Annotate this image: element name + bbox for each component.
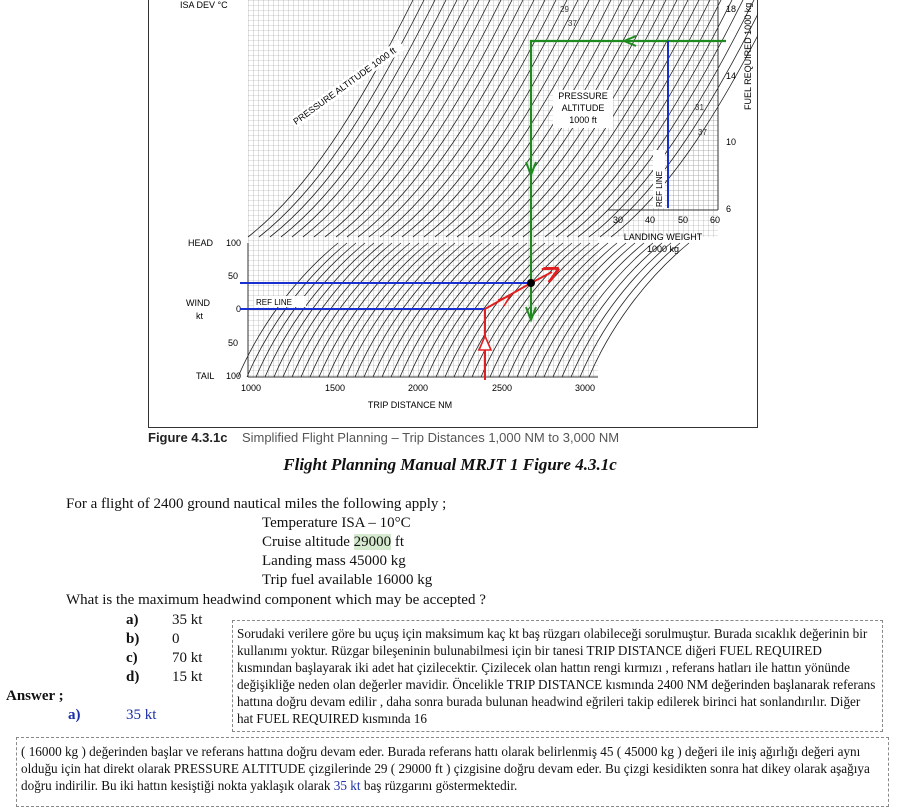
answer-letter: a): [68, 707, 81, 723]
wind-unit: kt: [196, 311, 204, 321]
alt-curve-label-37a: 37: [568, 19, 577, 28]
fuel-tick-6: 6: [726, 204, 732, 214]
condition-altitude: Cruise altitude 29000 ft: [262, 534, 405, 550]
question-prompt: What is the maximum headwind component which may be accepted ?: [66, 592, 486, 608]
explanation-box-2: [16, 737, 889, 807]
lw-tick-30: 30: [612, 215, 624, 225]
wind-tick-0: 0: [236, 304, 242, 314]
ref-line-label-wind: REF LINE: [256, 298, 293, 307]
lw-tick-60: 60: [709, 215, 721, 225]
fuel-tick-14: 14: [726, 71, 737, 81]
answer-label: Answer ;: [6, 688, 64, 704]
alt-curve-label-31: 31: [695, 103, 704, 112]
wind-tick-tail-50: 50: [228, 338, 239, 348]
head-label: HEAD: [188, 238, 214, 248]
wind-tick-head-50: 50: [228, 271, 239, 281]
option-b-letter: b): [126, 631, 140, 647]
fuel-tick-18: 18: [726, 4, 737, 14]
option-b-value: 0: [172, 631, 180, 647]
wind-tick-head-100: 100: [226, 238, 242, 248]
explanation-box-2-text: ( 16000 kg ) değerinden başlar ve referans hattına doğru devam eder. Burada referans hattı olarak belirlenmiş 45 ( 45000 kg ) değeri ile iniş ağırlığı değeri aynı olduğu için hat direkt olarak PRESSURE ALTITUDE çizgilerinde 29 ( 29000 ft ) çizgisine doğru devam eder. Bu çizgi kesidikten sonra hat dikey olarak aşağıya doğru indirilir. Bu iki hattın kesiştiği nokta yaklaşık olarak: [21, 744, 870, 793]
answer-value: 35 kt: [126, 707, 157, 723]
alt-curve-label-29: 29: [560, 5, 569, 14]
pa-box-line2: ALTITUDE: [561, 103, 605, 113]
trip-distance-axis-label: TRIP DISTANCE NM: [367, 400, 453, 410]
condition-temperature: Temperature ISA – 10°C: [262, 515, 411, 531]
landing-weight-label: LANDING WEIGHT: [623, 232, 703, 242]
figure-caption-text: Simplified Flight Planning – Trip Distances 1,000 NM to 3,000 NM: [241, 430, 620, 445]
landing-weight-unit: 1000 kg: [646, 244, 680, 254]
pa-box-line3: 1000 ft: [569, 115, 597, 125]
fuel-tick-10: 10: [726, 137, 737, 147]
manual-title: Flight Planning Manual MRJT 1 Figure 4.3.1c: [283, 455, 617, 474]
option-d-letter: d): [126, 669, 140, 685]
explanation-answer-value: 35 kt: [333, 778, 361, 793]
pa-box-line1: PRESSURE: [558, 91, 608, 101]
alt-curve-label-37b: 37: [698, 128, 707, 137]
option-c-value: 70 kt: [172, 650, 203, 666]
svg-text:PRESSURE ALTITUDE 1000 ft: PRESSURE ALTITUDE 1000 ft: [291, 45, 398, 127]
lw-tick-40: 40: [644, 215, 656, 225]
option-a-letter: a): [126, 612, 139, 628]
question-intro: For a flight of 2400 ground nautical miles the following apply ;: [66, 496, 447, 512]
flight-planning-chart: [148, 0, 758, 428]
option-a-value: 35 kt: [172, 612, 203, 628]
fuel-required-axis-label: FUEL REQUIRED 1000 kg: [743, 2, 753, 110]
wind-tick-tail-100: 100: [226, 371, 242, 381]
option-d-value: 15 kt: [172, 669, 203, 685]
condition-mass: Landing mass 45000 kg: [262, 553, 406, 569]
explanation-box-2-tail: baş rüzgarını göstermektedir.: [360, 778, 518, 793]
explanation-box-1: Sorudaki verilere göre bu uçuş için maksimum kaç kt baş rüzgarı olabileceği sorulmuştur. Burada sıcaklık değerinin bir kullanımı yoktur. Rüzgar bileşeninin bulunabilmesi için bir tanesi TRIP DISTANCE diğeri FUEL REQUIRED kısmından başlayarak iki adet hat çizilecektir. Çizilecek olan hattın rengi kırmızı , referans hatları ile hattın yönünde değişikliğe neden olan değerler mavidir. Öncelikle TRIP DISTANCE kısmında 2400 NM değerinden başlanarak referans hattına doğru devam edilir , daha sonra burada bulunan headwind eğrileri takip edilerek birinci hat sonlandırılır. Diğer hat FUEL REQUIRED kısmında 16: [232, 620, 883, 732]
condition-fuel: Trip fuel available 16000 kg: [262, 572, 433, 588]
figure-caption: [148, 430, 619, 445]
dist-tick-1000: 1000: [240, 383, 262, 393]
wind-label: WIND: [186, 298, 210, 308]
ref-line-label-vertical: REF LINE: [655, 170, 664, 207]
dist-tick-2500: 2500: [491, 383, 513, 393]
option-c-letter: c): [126, 650, 138, 666]
dist-tick-3000: 3000: [574, 383, 596, 393]
isa-dev-label: ISA DEV °C: [180, 0, 228, 10]
figure-number: Figure 4.3.1c: [148, 430, 228, 445]
lw-tick-50: 50: [677, 215, 689, 225]
intersection-point: [527, 279, 535, 287]
dist-tick-2000: 2000: [407, 383, 429, 393]
altitude-highlight: 29000: [353, 534, 392, 550]
dist-tick-1500: 1500: [324, 383, 346, 393]
tail-label: TAIL: [196, 371, 215, 381]
